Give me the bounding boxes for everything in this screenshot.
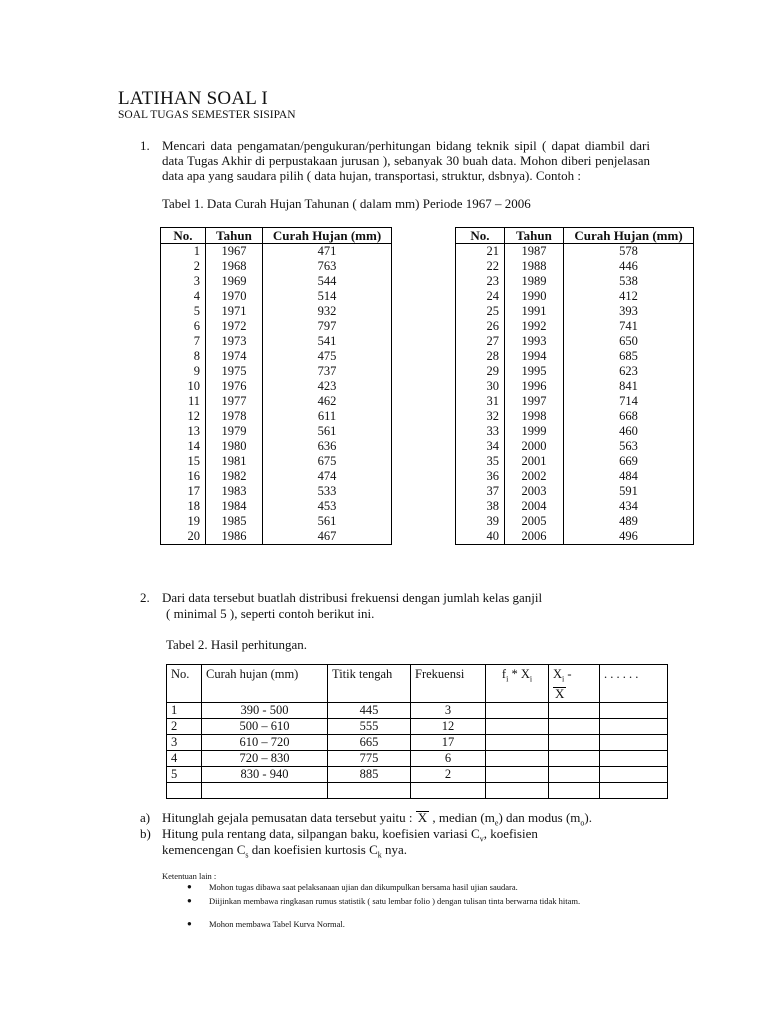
q1-text: Mencari data pengamatan/pengukuran/perhitungan bidang teknik sipil ( dapat diambil dari data Tugas Akhir di perpustakaan jurusan ), sebanyak 30 buah data. Mohon diberi penjelasan data apa yang saudara pilih ( data hujan, transportasi, struktur, dsbnya). Contoh :	[162, 138, 650, 183]
t2-col-dots: . . . . . .	[600, 665, 668, 703]
cell-curah-hujan: 533	[263, 484, 392, 499]
cell-curah-hujan: 544	[263, 274, 392, 289]
cell-curah-hujan: 611	[263, 409, 392, 424]
cell-tahun: 2004	[505, 499, 564, 514]
cell-tahun: 1997	[505, 394, 564, 409]
qa-post: , median $(m_e)$ dan modus $(m_o)$.	[432, 810, 593, 828]
cell-curah-hujan: 932	[263, 304, 392, 319]
cell	[600, 782, 668, 798]
cell-no: 31	[456, 394, 505, 409]
cell	[549, 766, 600, 782]
cell-tahun: 2000	[505, 439, 564, 454]
cell	[486, 702, 549, 718]
cell-curah-hujan: 475	[263, 349, 392, 364]
col-curah-hujan: Curah Hujan (mm)	[564, 228, 694, 244]
cell-tahun: 1987	[505, 244, 564, 260]
cell-no: 35	[456, 454, 505, 469]
cell-tahun: 1991	[505, 304, 564, 319]
table-row	[456, 439, 694, 454]
table-row	[456, 529, 694, 545]
cell: 17	[411, 734, 486, 750]
table1-caption: Tabel 1. Data Curah Hujan Tahunan ( dalam mm) Periode 1967 – 2006	[162, 196, 531, 211]
cell: 610 – 720	[202, 734, 328, 750]
table-row	[161, 319, 392, 334]
table-row	[161, 514, 392, 529]
cell	[549, 734, 600, 750]
cell-curah-hujan: 636	[263, 439, 392, 454]
cell-curah-hujan: 737	[263, 364, 392, 379]
cell-tahun: 1998	[505, 409, 564, 424]
table-header-row	[167, 665, 668, 703]
cell: 390 - 500	[202, 702, 328, 718]
cell: 830 - 940	[202, 766, 328, 782]
cell-curah-hujan: 446	[564, 259, 694, 274]
cell-tahun: 2001	[505, 454, 564, 469]
qa-pre: Hitunglah gejala pemusatan data tersebut yaitu :	[162, 810, 413, 825]
table1-right	[455, 227, 694, 545]
cell: 4	[167, 750, 202, 766]
q1-number: 1.	[140, 138, 150, 153]
cell: 2	[411, 766, 486, 782]
cell-curah-hujan: 623	[564, 364, 694, 379]
table-row-empty	[167, 782, 668, 798]
note-item: Mohon membawa Tabel Kurva Normal.	[209, 919, 345, 929]
table-row	[167, 718, 668, 734]
qb-label: b)	[140, 826, 151, 841]
cell	[600, 734, 668, 750]
cell-no: 4	[161, 289, 206, 304]
cell: 3	[167, 734, 202, 750]
table2	[166, 664, 668, 799]
cell-tahun: 1996	[505, 379, 564, 394]
cell-no: 34	[456, 439, 505, 454]
cell	[486, 782, 549, 798]
table-row	[161, 529, 392, 545]
qa-label: a)	[140, 810, 151, 825]
cell-tahun: 2006	[505, 529, 564, 545]
table-row	[161, 439, 392, 454]
table-row	[161, 289, 392, 304]
note-item: Diijinkan membawa ringkasan rumus statistik ( satu lembar folio ) dengan tulisan tinta berwarna tidak hitam.	[209, 896, 581, 906]
cell-no: 20	[161, 529, 206, 545]
cell-no: 13	[161, 424, 206, 439]
cell-curah-hujan: 538	[564, 274, 694, 289]
q2-line2: ( minimal 5 ), seperti contoh berikut ini.	[166, 606, 375, 621]
cell-tahun: 1971	[206, 304, 263, 319]
cell-tahun: 1977	[206, 394, 263, 409]
table1-left	[160, 227, 392, 545]
cell-curah-hujan: 541	[263, 334, 392, 349]
table-row	[167, 750, 668, 766]
cell-no: 21	[456, 244, 505, 260]
cell-tahun: 1992	[505, 319, 564, 334]
table-row	[161, 424, 392, 439]
t2-col-curah: Curah hujan (mm)	[202, 665, 328, 703]
cell-curah-hujan: 434	[564, 499, 694, 514]
cell-curah-hujan: 841	[564, 379, 694, 394]
cell-no: 6	[161, 319, 206, 334]
cell-no: 38	[456, 499, 505, 514]
cell-tahun: 1978	[206, 409, 263, 424]
cell: 12	[411, 718, 486, 734]
cell-tahun: 1994	[505, 349, 564, 364]
cell-tahun: 1983	[206, 484, 263, 499]
table-row	[456, 304, 694, 319]
table-row	[456, 319, 694, 334]
table-row	[456, 334, 694, 349]
table-row	[161, 274, 392, 289]
cell	[411, 782, 486, 798]
cell-tahun: 2003	[505, 484, 564, 499]
table-row	[167, 702, 668, 718]
cell-tahun: 1975	[206, 364, 263, 379]
cell	[486, 734, 549, 750]
table-row	[167, 734, 668, 750]
cell-no: 39	[456, 514, 505, 529]
cell-tahun: 1982	[206, 469, 263, 484]
col-tahun: Tahun	[505, 228, 564, 244]
cell-curah-hujan: 675	[263, 454, 392, 469]
cell-no: 12	[161, 409, 206, 424]
cell-curah-hujan: 563	[564, 439, 694, 454]
cell-no: 2	[161, 259, 206, 274]
table-row	[161, 304, 392, 319]
table-row	[161, 499, 392, 514]
cell-tahun: 1976	[206, 379, 263, 394]
cell: 5	[167, 766, 202, 782]
cell-no: 3	[161, 274, 206, 289]
table-row	[161, 364, 392, 379]
cell: 720 – 830	[202, 750, 328, 766]
xbar-symbol: X	[555, 685, 565, 701]
cell-no: 19	[161, 514, 206, 529]
table-row	[167, 766, 668, 782]
cell-no: 17	[161, 484, 206, 499]
cell-tahun: 1968	[206, 259, 263, 274]
qb-line2: kemencengan $C_s$ dan koefisien kurtosis $C_k$ nya.	[162, 842, 408, 860]
page-title: LATIHAN SOAL I	[118, 88, 268, 109]
table-row	[456, 349, 694, 364]
cell-no: 16	[161, 469, 206, 484]
cell-no: 26	[456, 319, 505, 334]
cell-curah-hujan: 650	[564, 334, 694, 349]
cell-no: 10	[161, 379, 206, 394]
cell-tahun: 1993	[505, 334, 564, 349]
table-header-row	[161, 228, 392, 244]
table-row	[161, 349, 392, 364]
cell-tahun: 1999	[505, 424, 564, 439]
cell-curah-hujan: 496	[564, 529, 694, 545]
table-row	[161, 334, 392, 349]
cell-no: 15	[161, 454, 206, 469]
cell-curah-hujan: 714	[564, 394, 694, 409]
cell-no: 30	[456, 379, 505, 394]
table-row	[456, 484, 694, 499]
cell-tahun: 1967	[206, 244, 263, 260]
bullet-icon: ●	[187, 882, 192, 891]
cell-no: 25	[456, 304, 505, 319]
cell	[486, 718, 549, 734]
cell-curah-hujan: 484	[564, 469, 694, 484]
cell-curah-hujan: 763	[263, 259, 392, 274]
table-row	[161, 469, 392, 484]
table-row	[456, 379, 694, 394]
cell	[167, 782, 202, 798]
cell	[600, 750, 668, 766]
cell-curah-hujan: 453	[263, 499, 392, 514]
cell-tahun: 1986	[206, 529, 263, 545]
cell-no: 9	[161, 364, 206, 379]
bullet-icon: ●	[187, 919, 192, 928]
col-no: No.	[161, 228, 206, 244]
cell-tahun: 1989	[505, 274, 564, 289]
cell-tahun: 2005	[505, 514, 564, 529]
cell-no: 28	[456, 349, 505, 364]
cell	[202, 782, 328, 798]
table-row	[161, 394, 392, 409]
cell-tahun: 1981	[206, 454, 263, 469]
table-row	[161, 379, 392, 394]
cell-no: 1	[161, 244, 206, 260]
t2-col-no: No.	[167, 665, 202, 703]
table-row	[456, 274, 694, 289]
cell-no: 5	[161, 304, 206, 319]
cell-tahun: 1969	[206, 274, 263, 289]
cell-tahun: 2002	[505, 469, 564, 484]
cell-no: 27	[456, 334, 505, 349]
table-row	[456, 424, 694, 439]
table-row	[161, 409, 392, 424]
cell	[328, 782, 411, 798]
cell-no: 14	[161, 439, 206, 454]
qb-line1: Hitung pula rentang data, silpangan baku, koefisien variasi $C_v$, koefisien	[162, 826, 538, 844]
cell-tahun: 1970	[206, 289, 263, 304]
cell	[600, 718, 668, 734]
table-row	[161, 484, 392, 499]
cell-tahun: 1995	[505, 364, 564, 379]
cell-curah-hujan: 685	[564, 349, 694, 364]
cell: 2	[167, 718, 202, 734]
cell-curah-hujan: 668	[564, 409, 694, 424]
table-row	[456, 409, 694, 424]
cell-curah-hujan: 561	[263, 424, 392, 439]
cell-no: 33	[456, 424, 505, 439]
table-row	[456, 394, 694, 409]
cell-no: 29	[456, 364, 505, 379]
cell-tahun: 1990	[505, 289, 564, 304]
cell: 445	[328, 702, 411, 718]
cell-curah-hujan: 460	[564, 424, 694, 439]
cell: 1	[167, 702, 202, 718]
t2-col-frekuensi: Frekuensi	[411, 665, 486, 703]
cell-curah-hujan: 797	[263, 319, 392, 334]
table-row	[161, 454, 392, 469]
cell	[486, 766, 549, 782]
cell-tahun: 1984	[206, 499, 263, 514]
cell	[549, 718, 600, 734]
table-row	[456, 244, 694, 260]
cell-curah-hujan: 462	[263, 394, 392, 409]
cell	[600, 766, 668, 782]
table2-caption: Tabel 2. Hasil perhitungan.	[166, 637, 307, 652]
cell-curah-hujan: 489	[564, 514, 694, 529]
table-row	[161, 259, 392, 274]
table-row	[161, 244, 392, 260]
cell-curah-hujan: 514	[263, 289, 392, 304]
cell: 885	[328, 766, 411, 782]
t2-col-titik: Titik tengah	[328, 665, 411, 703]
cell	[486, 750, 549, 766]
cell-tahun: 1972	[206, 319, 263, 334]
cell: 775	[328, 750, 411, 766]
cell-no: 22	[456, 259, 505, 274]
cell-no: 32	[456, 409, 505, 424]
cell-curah-hujan: 393	[564, 304, 694, 319]
cell-tahun: 1980	[206, 439, 263, 454]
cell: 6	[411, 750, 486, 766]
cell-curah-hujan: 474	[263, 469, 392, 484]
cell: 500 – 610	[202, 718, 328, 734]
cell-no: 7	[161, 334, 206, 349]
cell-curah-hujan: 741	[564, 319, 694, 334]
t2-col-fx: $f_i * X_i$	[486, 665, 549, 703]
cell-curah-hujan: 467	[263, 529, 392, 545]
cell-no: 23	[456, 274, 505, 289]
table-row	[456, 469, 694, 484]
cell-tahun: 1988	[505, 259, 564, 274]
col-curah-hujan: Curah Hujan (mm)	[263, 228, 392, 244]
cell: 3	[411, 702, 486, 718]
col-no: No.	[456, 228, 505, 244]
table-row	[456, 259, 694, 274]
table-row	[456, 364, 694, 379]
note-item: Mohon tugas dibawa saat pelaksanaan ujian dan dikumpulkan bersama hasil ujian saudara.	[209, 882, 518, 892]
q2-line1: Dari data tersebut buatlah distribusi frekuensi dengan jumlah kelas ganjil	[162, 590, 543, 605]
t2-col-xi: $X_i$ - X	[549, 665, 600, 703]
cell-no: 24	[456, 289, 505, 304]
cell-curah-hujan: 578	[564, 244, 694, 260]
cell-curah-hujan: 412	[564, 289, 694, 304]
cell-tahun: 1973	[206, 334, 263, 349]
notes-heading: Ketentuan lain :	[162, 871, 217, 881]
page-subtitle: SOAL TUGAS SEMESTER SISIPAN	[118, 109, 296, 121]
col-tahun: Tahun	[206, 228, 263, 244]
table-row	[456, 499, 694, 514]
q2-number: 2.	[140, 590, 150, 605]
cell	[549, 782, 600, 798]
cell: 665	[328, 734, 411, 750]
table-header-row	[456, 228, 694, 244]
cell-no: 40	[456, 529, 505, 545]
table-row	[456, 514, 694, 529]
cell-no: 36	[456, 469, 505, 484]
cell-curah-hujan: 669	[564, 454, 694, 469]
xbar-symbol: X	[417, 810, 428, 825]
cell-curah-hujan: 561	[263, 514, 392, 529]
cell-no: 37	[456, 484, 505, 499]
cell-no: 8	[161, 349, 206, 364]
cell-no: 18	[161, 499, 206, 514]
cell-tahun: 1985	[206, 514, 263, 529]
cell	[549, 702, 600, 718]
cell-curah-hujan: 591	[564, 484, 694, 499]
cell-no: 11	[161, 394, 206, 409]
table-row	[456, 454, 694, 469]
cell-curah-hujan: 471	[263, 244, 392, 260]
cell-tahun: 1979	[206, 424, 263, 439]
cell-curah-hujan: 423	[263, 379, 392, 394]
cell-tahun: 1974	[206, 349, 263, 364]
table-row	[456, 289, 694, 304]
cell	[600, 702, 668, 718]
bullet-icon: ●	[187, 896, 192, 905]
cell: 555	[328, 718, 411, 734]
cell	[549, 750, 600, 766]
